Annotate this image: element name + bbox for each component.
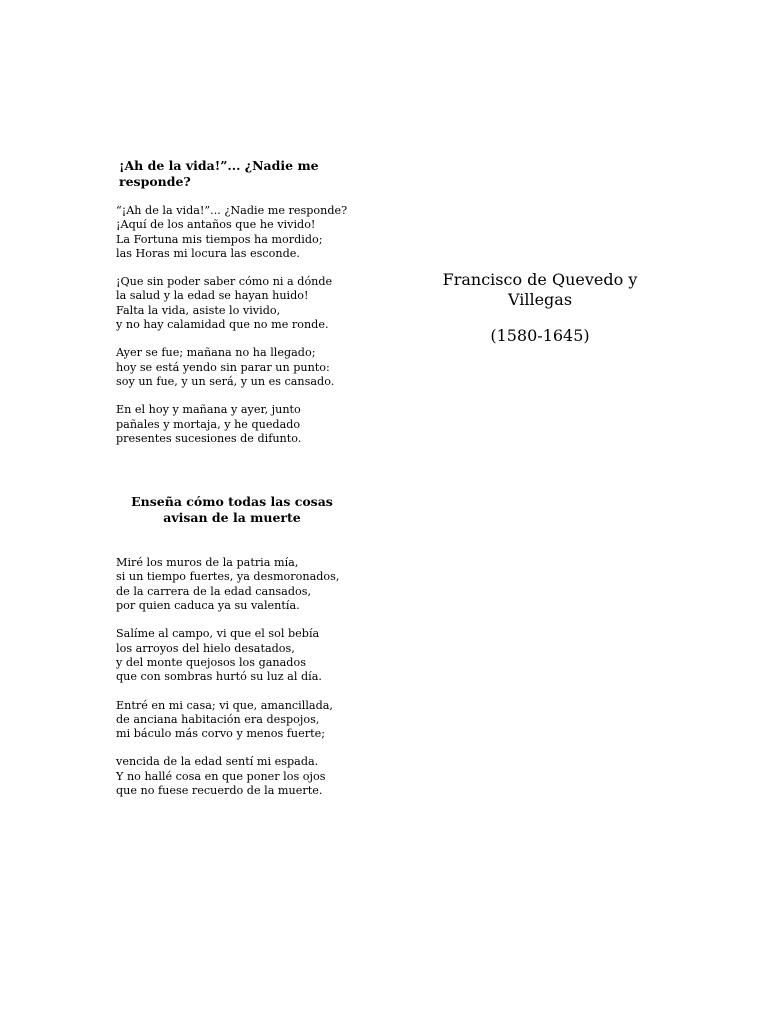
poem-line: mi báculo más corvo y menos fuerte;: [116, 727, 325, 741]
poem2-stanza-1: [116, 556, 366, 613]
poem-line: vencida de la edad sentí mi espada.: [116, 755, 319, 769]
poem-line: los arroyos del hielo desatados,: [116, 641, 295, 655]
poem2-title: Enseña cómo todas las cosas avisan de la muerte: [131, 494, 333, 526]
poem-line: que no fuese recuerdo de la muerte.: [116, 784, 323, 798]
poem2-stanza-4: [116, 755, 366, 798]
poem-line: hoy se está yendo sin parar un punto:: [116, 360, 330, 374]
poem-line: La Fortuna mis tiempos ha mordido;: [116, 232, 323, 246]
poem-line: Falta la vida, asiste lo vivido,: [116, 303, 281, 317]
poem1-stanza-3: [116, 346, 366, 389]
poem-column: [116, 158, 366, 798]
poem-line: y no hay calamidad que no me ronde.: [116, 318, 329, 332]
poem-line: ¡Que sin poder saber cómo ni a dónde: [116, 275, 333, 289]
poem2-stanza-2: [116, 627, 366, 684]
poem1-title: ¡Ah de la vida!”... ¿Nadie me responde?: [119, 158, 319, 189]
author-dates: (1580-1645): [490, 326, 590, 345]
poem-line: las Horas mi locura las esconde.: [116, 246, 300, 260]
poem-line: Entré en mi casa; vi que, amancillada,: [116, 698, 333, 712]
poem1-stanza-1: [116, 204, 366, 261]
poem-line: pañales y mortaja, y he quedado: [116, 417, 301, 431]
poem-line: la salud y la edad se hayan huido!: [116, 289, 309, 303]
poem-line: por quien caduca ya su valentía.: [116, 599, 300, 613]
author-name: Francisco de Quevedo y Villegas: [442, 270, 638, 309]
poem-line: ¡Aquí de los antaños que he vivido!: [116, 218, 316, 232]
poem-line: Miré los muros de la patria mía,: [116, 556, 299, 570]
poem-line: presentes sucesiones de difunto.: [116, 431, 302, 445]
poem-line: Y no hallé cosa en que poner los ojos: [116, 769, 326, 783]
poem-line: soy un fue, y un será, y un es cansado.: [116, 374, 335, 388]
poem1-body: [116, 204, 366, 446]
poem-line: “¡Ah de la vida!”... ¿Nadie me responde?: [116, 204, 348, 217]
poem1-stanza-4: [116, 403, 366, 446]
poem2-body: [116, 556, 366, 798]
author-block: [440, 270, 640, 346]
poem2-stanza-3: [116, 699, 366, 742]
poem-line: si un tiempo fuertes, ya desmoronados,: [116, 570, 340, 584]
poem-line: Salíme al campo, vi que el sol bebía: [116, 627, 320, 641]
poem-line: En el hoy y mañana y ayer, junto: [116, 403, 301, 417]
poem-line: de la carrera de la edad cansados,: [116, 584, 312, 598]
poem-line: Ayer se fue; mañana no ha llegado;: [116, 346, 316, 360]
poem-line: y del monte quejosos los ganados: [116, 655, 306, 669]
poem-line: que con sombras hurtó su luz al día.: [116, 670, 322, 684]
poem1-stanza-2: [116, 275, 366, 332]
poem-line: de anciana habitación era despojos,: [116, 712, 320, 726]
